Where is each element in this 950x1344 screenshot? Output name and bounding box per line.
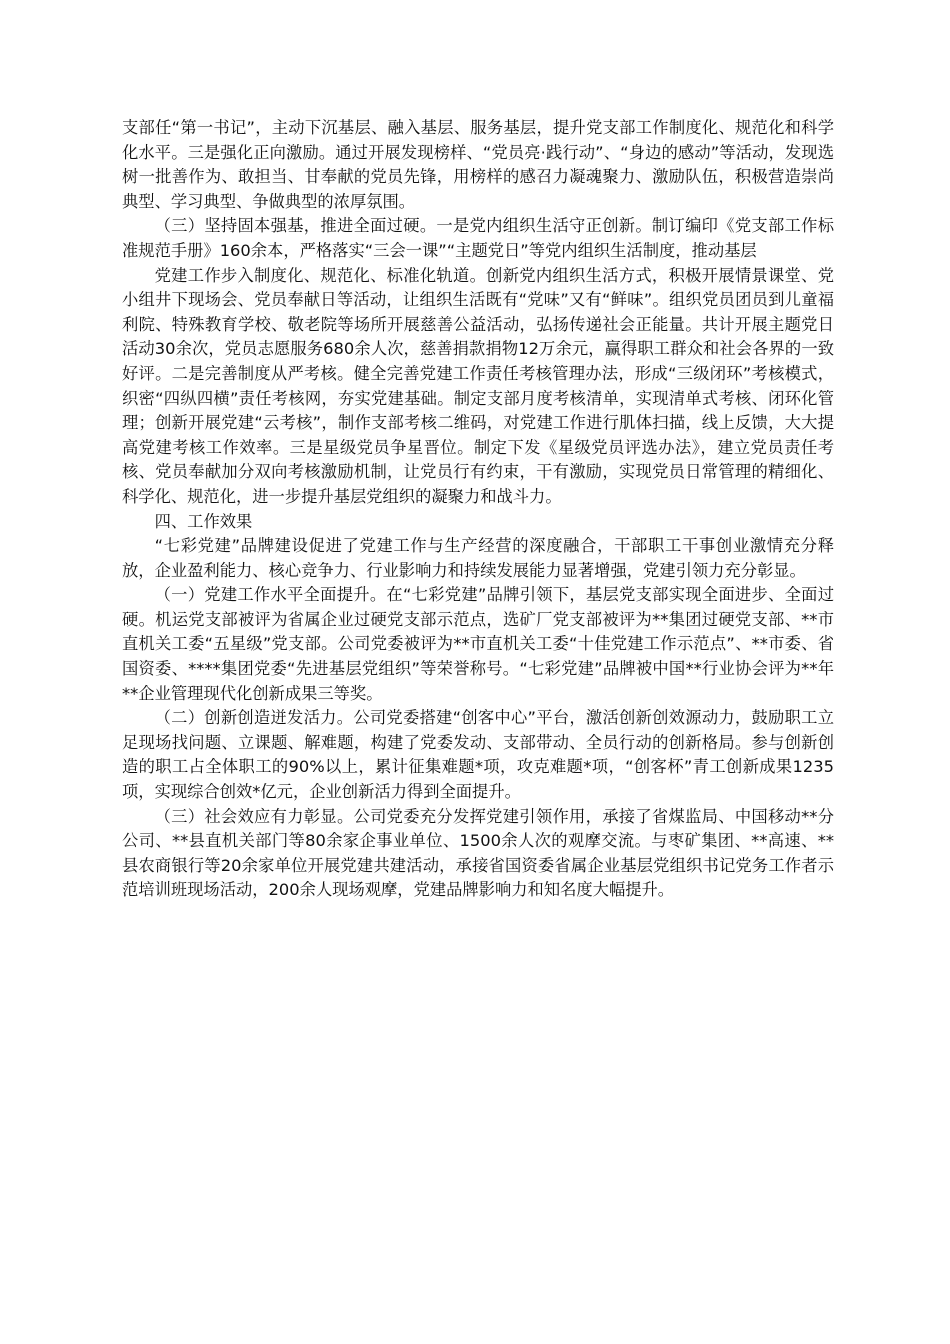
section-heading-work-results: 四、工作效果 <box>154 511 253 531</box>
paragraph-result-2: （二）创新创造迸发活力。公司党委搭建“创客中心”平台，激活创新创效源动力，鼓励职工立足现场找问题、立课题、解难题，构建了党委发动、支部带动、全员行动的创新格局。参与创新创造的职工占全体职工的90%以上，累计征集难题*项，攻克难题*项，“创客杯”青工创新成果1235项，实现综合创效*亿元，企业创新活力得到全面提升。 <box>122 708 834 802</box>
paragraph-continued: 支部任“第一书记”，主动下沉基层、融入基层、服务基层，提升党支部工作制度化、规范化和科学化水平。三是强化正向激励。通过开展发现榜样、“党员亮·践行动”、“身边的感动”等活动，发现选树一批善作为、敢担当、甘奉献的党员先锋，用榜样的感召力凝魂聚力、激励队伍，积极营造崇尚典型、学习典型、争做典型的浓厚氛围。 <box>122 118 834 211</box>
paragraph-result-3: （三）社会效应有力彰显。公司党委充分发挥党建引领作用，承接了省煤监局、中国移动**分公司、**县直机关部门等80余家企事业单位、1500余人次的观摩交流。与枣矿集团、**高速、**县农商银行等20余家单位开展党建共建活动，承接省国资委省属企业基层党组织书记党务工作者示范培训班现场活动，200余人现场观摩，党建品牌影响力和知名度大幅提升。 <box>122 806 834 900</box>
paragraph-results-intro: “七彩党建”品牌建设促进了党建工作与生产经营的深度融合，干部职工干事创业激情充分释放，企业盈利能力、核心竞争力、行业影响力和持续发展能力显著增强，党建引领力充分彰显。 <box>122 536 834 580</box>
paragraph-party-building: 党建工作步入制度化、规范化、标准化轨道。创新党内组织生活方式，积极开展情景课堂、党小组井下现场会、党员奉献日等活动，让组织生活既有“党味”又有“鲜味”。组织党员团员到儿童福利院、特殊教育学校、敬老院等场所开展慈善公益活动，弘扬传递社会正能量。共计开展主题党日活动30余次，党员志愿服务680余人次，慈善捐款捐物12万余元，赢得职工群众和社会各界的一致好评。二是完善制度从严考核。健全完善党建工作责任考核管理办法，形成“三级闭环”考核模式，织密“四纵四横”责任考核网，夯实党建基础。制定支部月度考核清单，实现清单式考核、闭环化管理；创新开展党建“云考核”，制作支部考核二维码，对党建工作进行肌体扫描，线上反馈，大大提高党建考核工作效率。三是星级党员争星晋位。制定下发《星级党员评选办法》，建立党员责任考核、党员奉献加分双向考核激励机制，让党员行有约束，干有激励，实现党员日常管理的精细化、科学化、规范化，进一步提升基层党组织的凝聚力和战斗力。 <box>122 265 834 506</box>
paragraph-result-1: （一）党建工作水平全面提升。在“七彩党建”品牌引领下，基层党支部实现全面进步、全面过硬。机运党支部被评为省属企业过硬党支部示范点，选矿厂党支部被评为**集团过硬党支部、**市直机关工委“五星级”党支部。公司党委被评为**市直机关工委“十佳党建工作示范点”、**市委、省国资委、****集团党委“先进基层党组织”等荣誉称号。“七彩党建”品牌被中国**行业协会评为**年**企业管理现代化创新成果三等奖。 <box>122 585 834 703</box>
document-body <box>122 116 834 903</box>
paragraph-section-3: （三）坚持固本强基，推进全面过硬。一是党内组织生活守正创新。制订编印《党支部工作标准规范手册》160余本，严格落实“三会一课”“主题党日”等党内组织生活制度，推动基层 <box>122 216 834 260</box>
